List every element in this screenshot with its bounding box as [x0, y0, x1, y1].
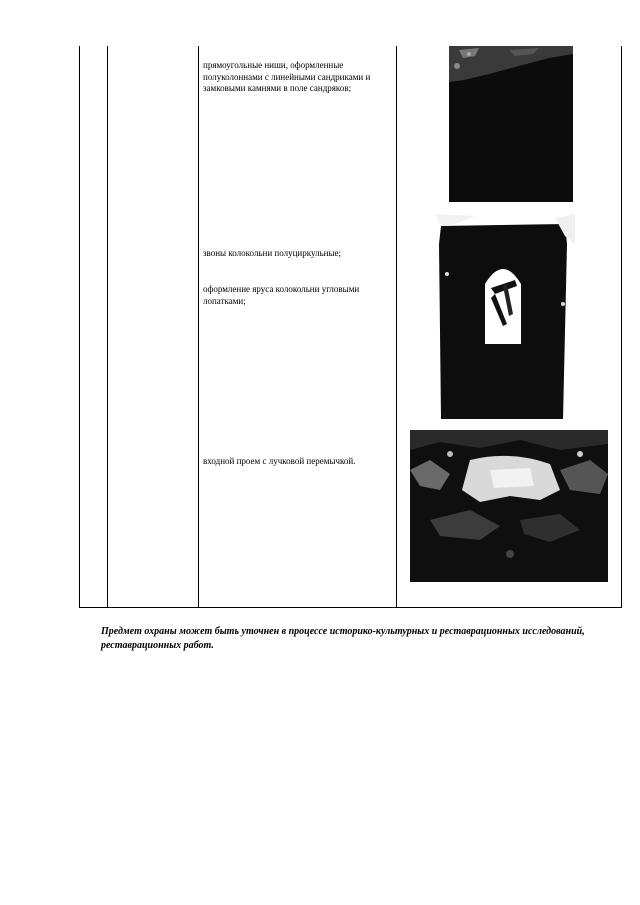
- feature-description-entrance: входной проем с лучковой перемычкой.: [203, 456, 356, 466]
- feature-description-niches: прямоугольные ниши, оформленные полуколоннами с линейными сандриками и замковыми камнями в поле сандряков;: [203, 60, 371, 93]
- column-divider-2: [198, 46, 199, 607]
- feature-description-bell-arches: звоны колокольни полуциркульные;: [203, 248, 342, 258]
- church-niche-photo: [449, 46, 573, 202]
- feature-description-pilasters: оформление яруса колокольни угловыми лопатками;: [203, 284, 360, 306]
- protection-subject-note: Предмет охраны может быть уточнен в процессе историко-культурных и реставрационных исследований, реставрационных работ.: [101, 626, 585, 651]
- column-divider-3: [396, 46, 397, 607]
- entrance-ruins-photo: [410, 430, 608, 582]
- column-divider-1: [107, 46, 108, 607]
- bell-tower-arch-photo: [435, 214, 575, 419]
- protection-table: [79, 46, 622, 608]
